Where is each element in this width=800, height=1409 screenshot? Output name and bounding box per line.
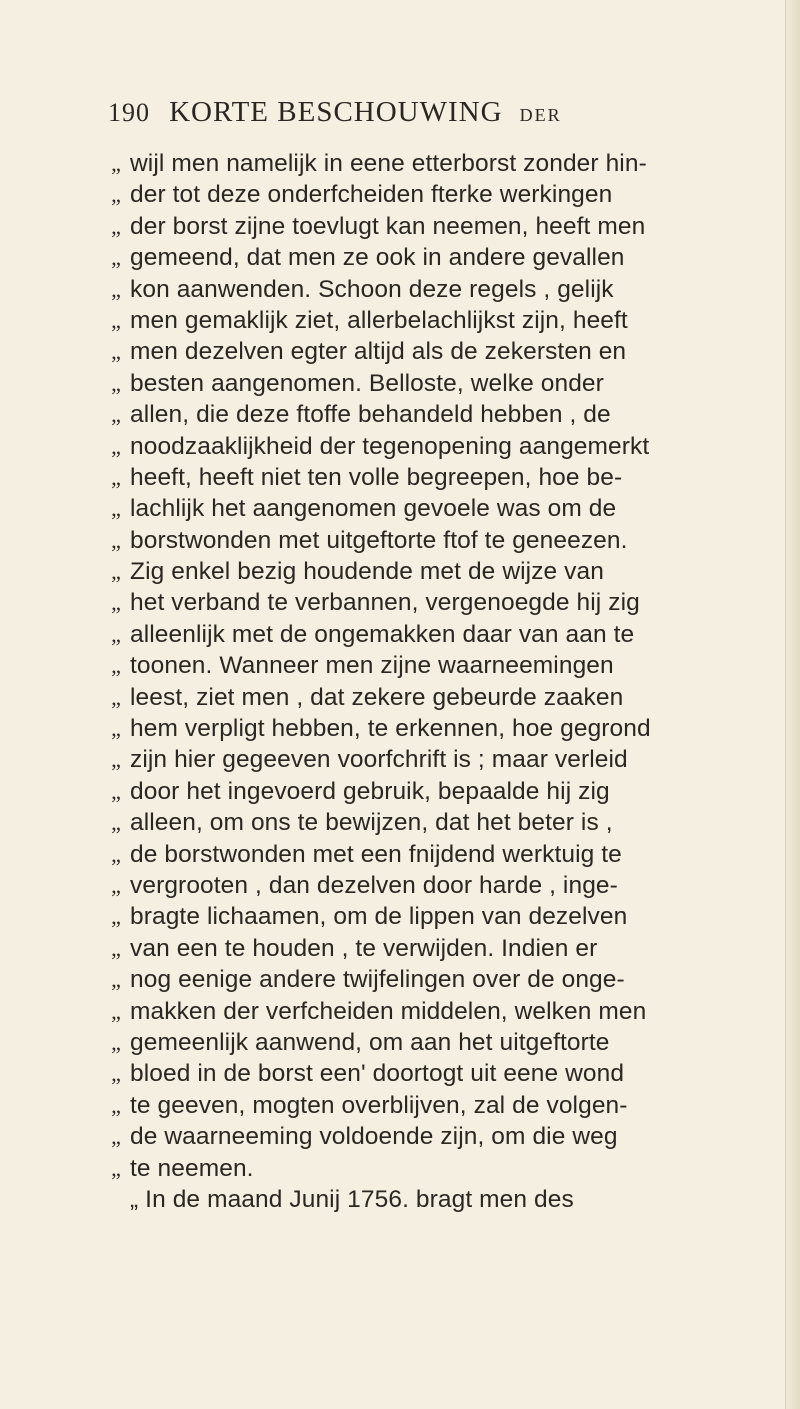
line-text: bragte lichaamen, om de lippen van dezelven bbox=[130, 903, 628, 931]
quote-mark: „ bbox=[111, 778, 121, 804]
quote-mark: „ bbox=[111, 213, 121, 239]
quote-mark: „ bbox=[111, 1155, 121, 1181]
text-line bbox=[111, 713, 770, 744]
line-text: het verband te verbannen, vergenoegde hij zig bbox=[130, 589, 640, 617]
page-edge bbox=[785, 0, 800, 1409]
text-line bbox=[111, 650, 770, 681]
running-title-small: DER bbox=[519, 105, 562, 125]
line-text: alleenlijk met de ongemakken daar van aan te bbox=[130, 620, 635, 648]
quote-mark: „ bbox=[111, 276, 121, 302]
quote-mark: „ bbox=[111, 433, 121, 459]
quote-mark: „ bbox=[111, 1124, 121, 1150]
running-header bbox=[108, 96, 668, 136]
line-text: gemeenlijk aanwend, om aan het uitgeftorte bbox=[130, 1028, 610, 1056]
line-text: bloed in de borst een' doortogt uit eene wond bbox=[130, 1060, 625, 1088]
line-text: leest, ziet men , dat zekere gebeurde zaaken bbox=[130, 683, 624, 711]
quote-mark: „ bbox=[111, 151, 121, 176]
quote-mark: „ bbox=[111, 653, 121, 679]
line-text: der tot deze onderfcheiden fterke werkingen bbox=[130, 181, 613, 209]
quote-mark: „ bbox=[111, 1029, 121, 1055]
quote-mark: „ bbox=[111, 935, 121, 961]
line-text: heeft, heeft niet ten volle begreepen, hoe be- bbox=[130, 463, 623, 491]
text-line bbox=[111, 807, 770, 838]
line-text: nog eenige andere twijfelingen over de onge- bbox=[130, 966, 625, 994]
line-text: men gemaklijk ziet, allerbelachlijkst zijn, heeft bbox=[130, 306, 628, 334]
quote-mark: „ bbox=[111, 967, 121, 993]
text-line bbox=[111, 179, 770, 210]
text-line bbox=[111, 525, 770, 556]
quote-mark: „ bbox=[111, 621, 121, 647]
quote-mark: „ bbox=[111, 872, 121, 898]
line-text: alleen, om ons te bewijzen, dat het beter is , bbox=[130, 809, 613, 837]
text-line bbox=[111, 1027, 770, 1058]
quote-mark: „ bbox=[111, 464, 121, 490]
line-text: zijn hier gegeeven voorfchrift is ; maar verleid bbox=[130, 746, 628, 774]
running-title: KORTE BESCHOUWING bbox=[169, 96, 503, 128]
quote-mark: „ bbox=[111, 559, 121, 585]
text-line bbox=[111, 462, 770, 493]
text-line bbox=[111, 619, 770, 650]
text-line bbox=[111, 839, 770, 870]
line-text: wijl men namelijk in eene etterborst zonder hin- bbox=[130, 150, 647, 177]
text-line bbox=[111, 399, 770, 430]
quote-mark: „ bbox=[111, 339, 121, 365]
quote-mark: „ bbox=[111, 1061, 121, 1087]
line-text: Zig enkel bezig houdende met de wijze van bbox=[130, 558, 604, 586]
text-line bbox=[111, 431, 770, 462]
line-text: de borstwonden met een fnijdend werktuig te bbox=[130, 840, 622, 868]
text-line bbox=[111, 305, 770, 336]
line-text: der borst zijne toevlugt kan neemen, heeft men bbox=[130, 212, 646, 240]
text-line bbox=[111, 996, 770, 1027]
text-line bbox=[111, 901, 770, 932]
body-text bbox=[111, 148, 770, 1215]
quote-mark: „ bbox=[111, 590, 121, 616]
line-text: gemeend, dat men ze ook in andere gevallen bbox=[130, 244, 625, 272]
line-text: makken der verfcheiden middelen, welken men bbox=[130, 997, 647, 1025]
line-text: van een te houden , te verwijden. Indien er bbox=[130, 934, 598, 962]
line-text: „ In de maand Junij 1756. bragt men des bbox=[130, 1185, 574, 1213]
quote-mark: „ bbox=[111, 810, 121, 836]
text-line bbox=[111, 336, 770, 367]
text-line bbox=[111, 870, 770, 901]
text-line bbox=[130, 1184, 770, 1215]
text-line bbox=[111, 1058, 770, 1089]
quote-mark: „ bbox=[111, 307, 121, 333]
text-line bbox=[111, 148, 770, 179]
quote-mark: „ bbox=[111, 402, 121, 428]
text-line bbox=[111, 556, 770, 587]
text-line bbox=[111, 1153, 770, 1184]
quote-mark: „ bbox=[111, 747, 121, 773]
text-line bbox=[111, 211, 770, 242]
quote-mark: „ bbox=[111, 1092, 121, 1118]
line-text: kon aanwenden. Schoon deze regels , gelijk bbox=[130, 275, 614, 303]
line-text: te neemen. bbox=[130, 1154, 254, 1182]
text-line bbox=[111, 744, 770, 775]
line-text: door het ingevoerd gebruik, bepaalde hij zig bbox=[130, 777, 610, 805]
text-line bbox=[111, 493, 770, 524]
line-text: men dezelven egter altijd als de zekersten en bbox=[130, 338, 627, 366]
line-text: borstwonden met uitgeftorte ftof te geneezen. bbox=[130, 526, 628, 554]
text-line bbox=[111, 274, 770, 305]
text-line bbox=[111, 682, 770, 713]
text-line bbox=[111, 368, 770, 399]
line-text: hem verpligt hebben, te erkennen, hoe gegrond bbox=[130, 715, 651, 743]
line-text: besten aangenomen. Belloste, welke onder bbox=[130, 369, 604, 397]
text-line bbox=[111, 242, 770, 273]
quote-mark: „ bbox=[111, 716, 121, 742]
text-line bbox=[111, 587, 770, 618]
line-text: de waarneeming voldoende zijn, om die weg bbox=[130, 1123, 618, 1151]
text-line bbox=[111, 776, 770, 807]
line-text: toonen. Wanneer men zijne waarneemingen bbox=[130, 652, 614, 680]
text-line bbox=[111, 1090, 770, 1121]
text-line bbox=[111, 933, 770, 964]
quote-mark: „ bbox=[111, 998, 121, 1024]
line-text: vergrooten , dan dezelven door harde , inge- bbox=[130, 871, 618, 899]
quote-mark: „ bbox=[111, 527, 121, 553]
quote-mark: „ bbox=[111, 496, 121, 522]
quote-mark: „ bbox=[111, 841, 121, 867]
line-text: lachlijk het aangenomen gevoele was om de bbox=[130, 495, 617, 523]
line-text: noodzaaklijkheid der tegenopening aangemerkt bbox=[130, 432, 650, 460]
quote-mark: „ bbox=[111, 370, 121, 396]
quote-mark: „ bbox=[111, 245, 121, 271]
quote-mark: „ bbox=[111, 684, 121, 710]
quote-mark: „ bbox=[111, 182, 121, 208]
line-text: te geeven, mogten overblijven, zal de volgen- bbox=[130, 1091, 628, 1119]
quote-mark: „ bbox=[111, 904, 121, 930]
text-line bbox=[111, 1121, 770, 1152]
line-text: allen, die deze ftoffe behandeld hebben , de bbox=[130, 401, 611, 429]
text-line bbox=[111, 964, 770, 995]
page-number: 190 bbox=[108, 98, 150, 127]
